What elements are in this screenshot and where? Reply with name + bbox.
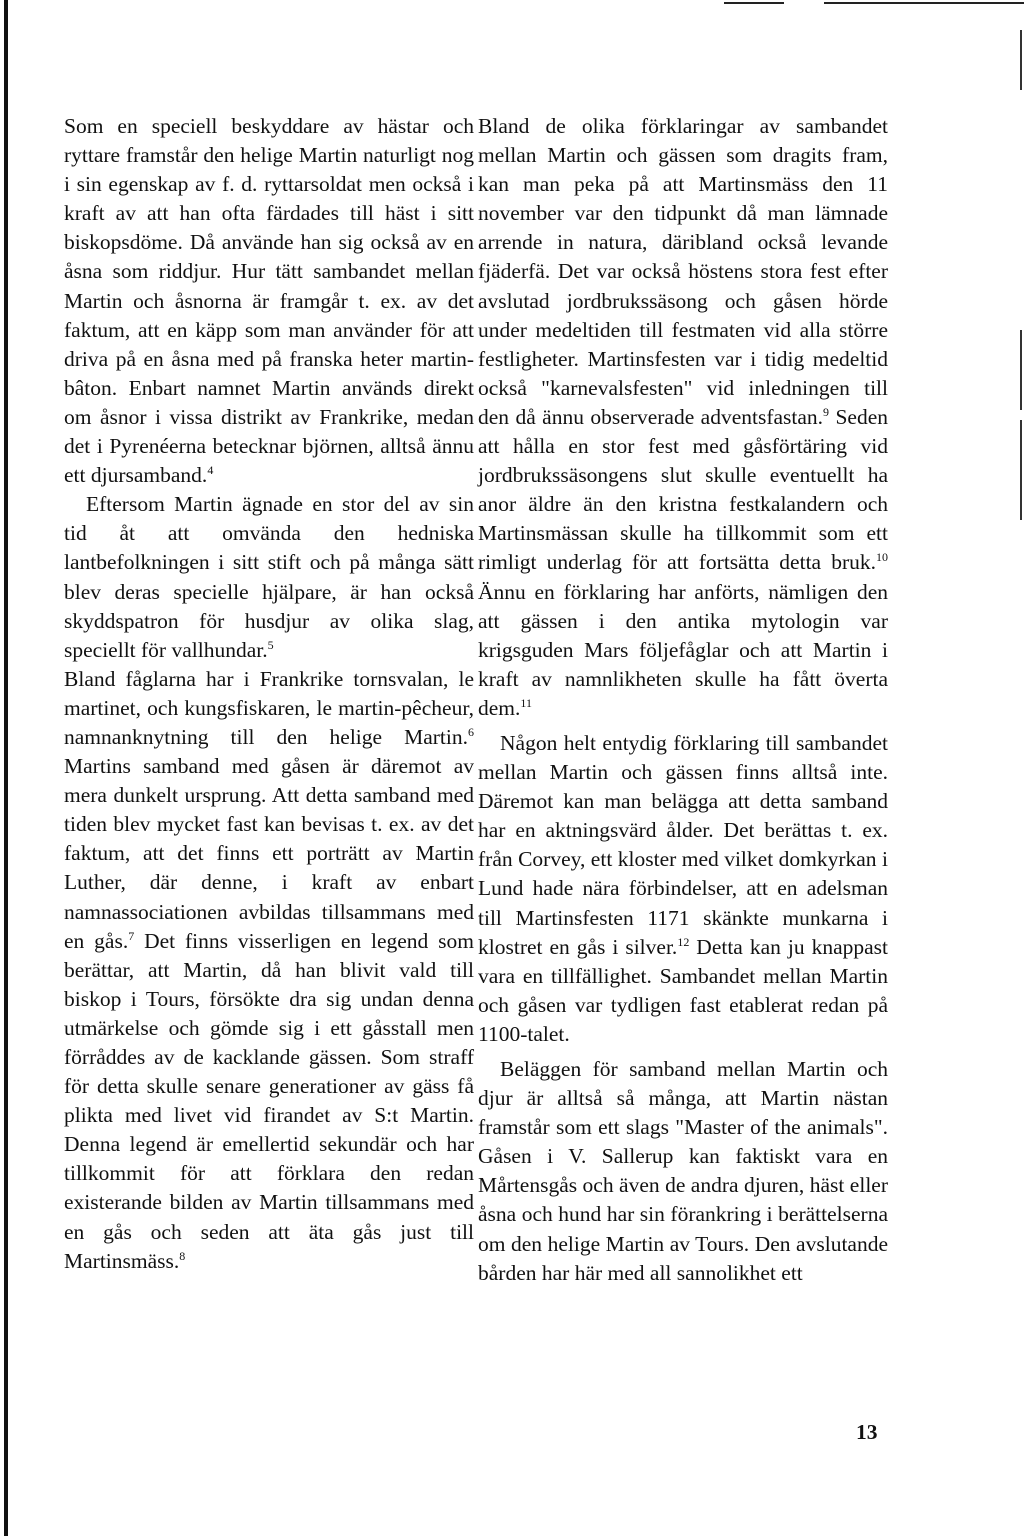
paragraph-master-of-animals [478,1055,888,1288]
scan-mark-right [1020,420,1022,520]
paragraph-text: Som en speciell beskyddare av hästar och ryttare framstår den helige Martin naturligt nog i sin egenskap av f. d. ryttarsoldat men också i kraft av att han ofta färdades till häst i sitt biskopsdöme. Då använde han sig också av en åsna som riddjur. Hur tätt sambandet mellan Martin och åsnorna är framgår t. ex. av det faktum, att en käpp som man använder för att driva på en åsna med på franska heter martin-bâton. Enbart namnet Martin används direkt om åsnor i vissa distrikt av Frankrike, medan det i Pyrenéerna betecknar björnen, alltså ännu ett djursamband. [64,114,474,488]
scan-border-left [4,0,8,1536]
footnote-ref: 10 [876,550,888,565]
scan-mark-right [1020,30,1022,90]
left-text-column [64,112,474,1276]
footnote-ref: 5 [267,637,274,652]
scan-mark-right [1020,330,1022,410]
paragraph-text: Detta kan ju knappast vara en tillfällighet. Sambandet mellan Martin och gåsen var tydligen fast etablerat redan på 1100-talet. [478,934,888,1046]
footnote-ref: 7 [128,928,135,943]
scan-mark-top [824,2,1024,4]
scan-mark-top [724,2,784,4]
footnote-ref: 4 [207,463,214,478]
paragraph-text: Ännu en förklaring har anförts, nämligen den att gässen i den antika mytologin var krigsguden Mars följefåglar och att Martin i kraft av namnlikheten skulle ha fått överta dem. [478,579,888,720]
footnote-ref: 11 [520,695,532,710]
footnote-ref: 9 [823,404,830,419]
paragraph-text: Seden att hålla en stor fest med gåsförtäring vid jordbrukssäsongens slut skulle eventuellt ha anor äldre än den kristna festkalandern och Martinsmässan skulle ha tillkommit som ett rimligt underlag för att fortsätta detta bruk. [478,404,889,575]
paragraph-horses-donkeys [64,112,474,490]
paragraph-livestock-patron [64,490,474,665]
paragraph-text: Någon helt entydig förklaring till sambandet mellan Martin och gässen finns alltså inte. Däremot kan man belägga att detta samband har en aktningsvärd ålder. Det berättas t. ex. från Corvey, ett kloster med vilket domkyrkan i Lund hade nära förbindelser, att en adelsman till Martinsfesten 1171 skänkte munkarna i klostret en gås i silver. [478,730,888,959]
footnote-ref: 6 [468,724,474,739]
paragraph-text: Bland de olika förklaringar av sambandet mellan Martin och gässen som dragits fram, kan man peka på att Martinsmäss den 11 november var den tidpunkt då man lämnade arrende in natura, däribland också levande fjäderfä. Det var också höstens stora fest efter avslutad jordbrukssäsong och gåsen hörde under medeltiden till festmaten vid alla större festligheter. Martinsfesten var i tidig medeltid också "karnevalsfesten" vid inledningen till den då ännu observerade adventsfastan. [478,114,888,429]
paragraph-text: Eftersom Martin ägnade en stor del av sin tid åt att omvända den hedniska lantbefolkningen i sitt stift och på många sätt blev deras specielle hjälpare, är han också skyddspatron för husdjur av olika slag, speciellt för vallhundar. [64,492,474,662]
page-number: 13 [856,1420,878,1444]
paragraph-text: Beläggen för samband mellan Martin och djur är alltså så många, att Martin nästan framstår som ett slags "Master of the animals". Gåsen i V. Sallerup kan faktiskt vara en Mårtensgås och även de andra djuren, häst eller åsna och hund har sin förankring i berättelserna om den helige Martin av Tours. Den avslutande bården har här med all sannolikhet ett [478,1057,888,1285]
paragraph-text: Martins samband med gåsen är däremot av mera dunkelt ursprung. Att detta samband med tiden blev mycket fast kan bevisas t. ex. av det faktum, att det finns ett porträtt av Martin Luther, där denne, i kraft av enbart namnassociationen avbildas tillsammans med en gås. [64,754,474,953]
right-text-column [478,112,888,1288]
paragraph-birds-goose [64,665,474,1276]
paragraph-explanations [478,112,888,723]
footnote-ref: 12 [677,934,690,949]
footnote-ref: 8 [179,1248,186,1263]
paragraph-text: Bland fåglarna har i Frankrike tornsvalan, le martinet, och kungsfiskaren, le martin-pêcheur, namnanknytning till den helige Martin. [64,666,474,749]
paragraph-text: Det finns visserligen en legend som berättar, att Martin, då han blivit vald till biskop i Tours, försökte dra sig undan denna utmärkelse och gömde sig i ett gåsstall men förråddes av de kacklande gässen. Som straff för detta skulle senare generationer av gäss få plikta med livet vid firandet av S:t Martin. Denna legend är emellertid sekundär och har tillkommit för att förklara den redan existerande bilden av Martin tillsammans med en gås och seden att äta gås just till Martinsmäss. [64,928,475,1273]
paragraph-corvey [478,729,888,1049]
